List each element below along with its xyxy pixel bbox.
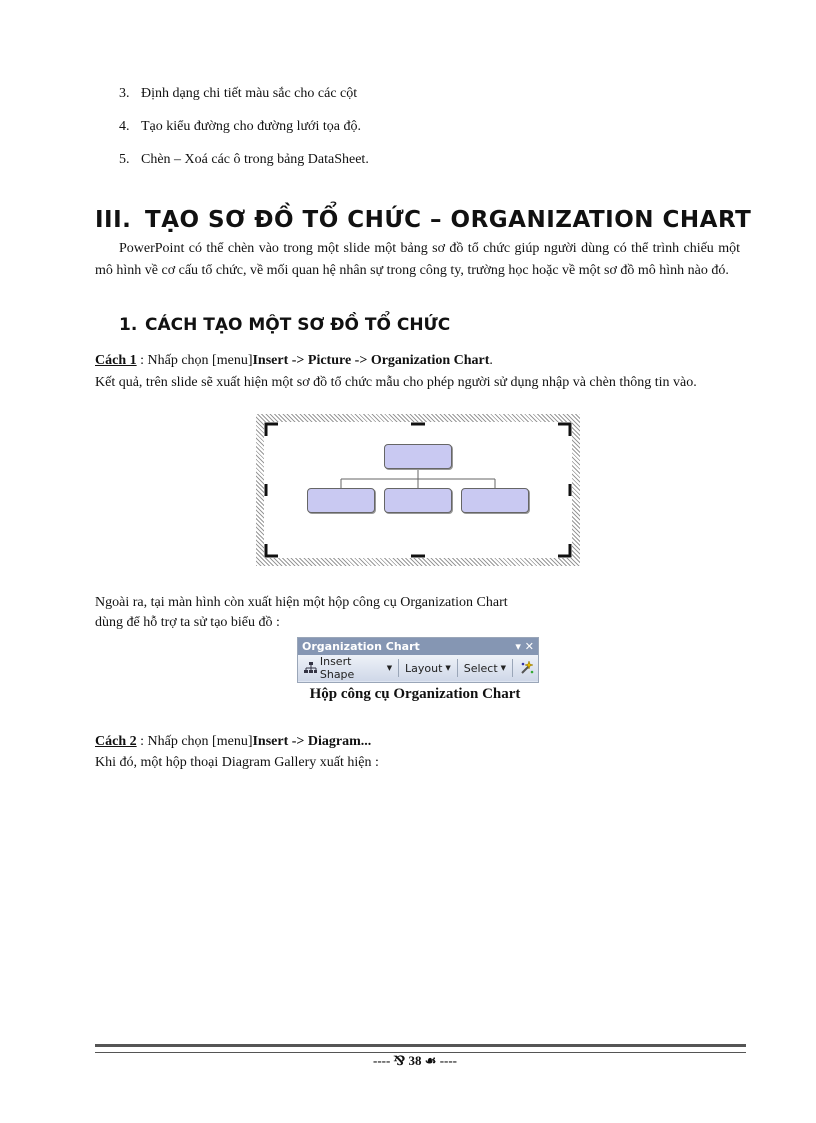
dialog-paragraph: Khi đó, một hộp thoại Diagram Gallery xuất hiện : — [95, 755, 379, 770]
subsection-heading: 1. CÁCH TẠO MỘT SƠ ĐỒ TỔ CHỨC — [119, 315, 451, 335]
insert-shape-button[interactable]: Insert Shape ▼ — [301, 655, 395, 681]
toolbar-separator — [457, 659, 458, 677]
org-box-top[interactable] — [384, 444, 452, 469]
chevron-down-icon: ▼ — [445, 664, 451, 672]
layout-button[interactable]: Layout ▼ — [405, 661, 451, 675]
organization-chart-toolbar[interactable] — [297, 637, 539, 683]
select-button[interactable]: Select ▼ — [463, 661, 507, 675]
section-heading: III. TẠO SƠ ĐỒ TỔ CHỨC – ORGANIZATION CHART — [95, 207, 752, 233]
org-chart-icon — [304, 662, 317, 674]
autoformat-button[interactable] — [516, 660, 538, 676]
intro-paragraph: PowerPoint có thể chèn vào trong một slide một bảng sơ đồ tổ chức giúp người dùng có thể trình chiếu một mô hình về cơ cấu tổ chức, về mối quan hệ nhân sự trong công ty, trường học hoặc về một sơ đồ mô hình nào đó. — [95, 241, 740, 278]
toolbar-separator — [512, 659, 513, 677]
method2-line: Cách 2 : Nhấp chọn [menu]Insert -> Diagram... — [95, 734, 372, 749]
autoformat-icon — [519, 660, 535, 676]
list-item: 5. Chèn – Xoá các ô trong bảng DataSheet. — [119, 152, 369, 167]
org-box-middle[interactable] — [384, 488, 452, 513]
toolbar-intro-2: dùng để hỗ trợ ta sử tạo biểu đồ : — [95, 615, 280, 630]
org-box-left[interactable] — [307, 488, 375, 513]
chevron-down-icon: ▼ — [386, 664, 393, 672]
figure-caption: Hộp công cụ Organization Chart — [309, 686, 521, 702]
toolbar-separator — [398, 659, 399, 677]
page-number: ---- ⅋ 38 ☙ ---- — [372, 1053, 458, 1068]
list-item: 3. Định dạng chi tiết màu sắc cho các cột — [119, 86, 358, 101]
method1-line: Cách 1 : Nhấp chọn [menu]Insert -> Picture -> Organization Chart. — [95, 353, 493, 368]
toolbar-intro: Ngoài ra, tại màn hình còn xuất hiện một hộp công cụ Organization Chart — [95, 595, 508, 610]
chevron-down-icon: ▼ — [500, 664, 507, 672]
list-item: 4. Tạo kiểu đường cho đường lưới tọa độ. — [119, 119, 361, 134]
org-chart-figure[interactable] — [256, 414, 580, 566]
toolbar-controls[interactable]: ▾ ✕ — [515, 640, 534, 653]
result-paragraph: Kết quả, trên slide sẽ xuất hiện một sơ đồ tổ chức mẫu cho phép người sử dụng nhập và chèn thông tin vào. — [95, 375, 697, 390]
toolbar-title-bar[interactable]: Organization Chart ▾ ✕ — [298, 638, 538, 655]
org-box-right[interactable] — [461, 488, 529, 513]
footer-divider — [95, 1044, 746, 1053]
